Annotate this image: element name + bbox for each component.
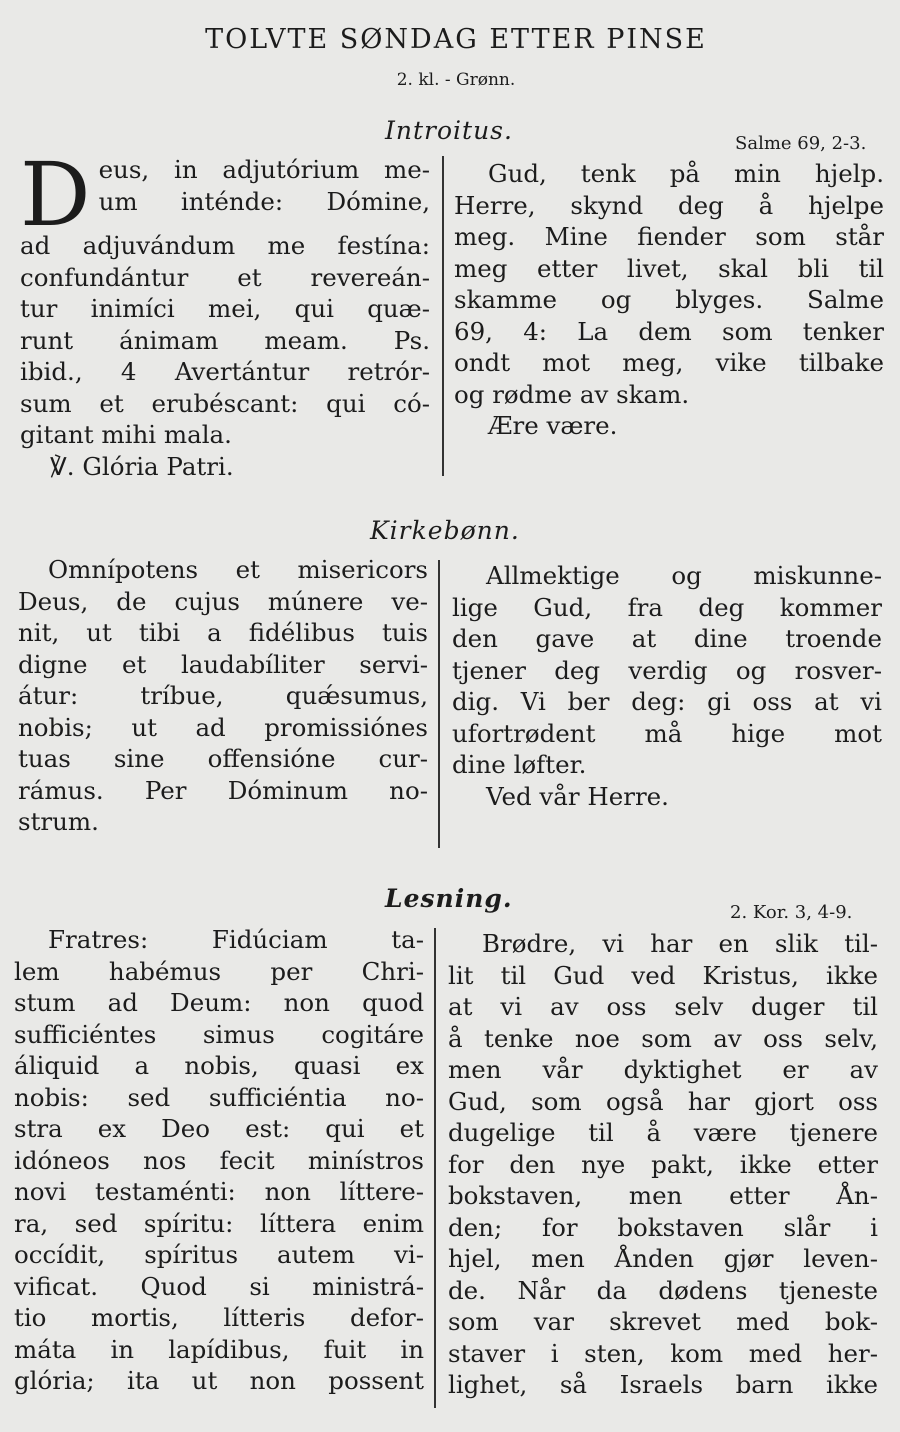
text-line: idóneos nos fecit minístros <box>14 1145 424 1175</box>
text-line: sufficiéntes simus cogitáre <box>14 1019 424 1049</box>
text-line: tuas sine offensióne cur- <box>18 744 428 773</box>
text-line: Ved vår Herre. <box>486 781 669 811</box>
text-line: Gud, tenk på min hjelp. <box>488 159 884 188</box>
text-line: occídit, spíritus autem vi- <box>14 1240 424 1269</box>
text-line: de. Når da dødens tjeneste <box>448 1275 878 1305</box>
text-line: vificat. Quod si ministrá- <box>14 1271 424 1301</box>
text-line: glória; ita ut non possent <box>14 1366 424 1395</box>
text-line: meg. Mine fiender som står <box>454 222 884 251</box>
text-line: ibid., 4 Avertántur retrór- <box>20 357 430 386</box>
text-line: sum et erubéscant: qui có- <box>20 388 430 418</box>
lesning-heading: Lesning. <box>385 884 513 913</box>
text-line: som var skrevet med bok- <box>448 1307 878 1336</box>
text-line: staver i sten, kom med her- <box>448 1338 878 1368</box>
text-line: ad adjuvándum me festína: <box>20 231 430 260</box>
text-line: um inténde: Dómine, <box>98 186 430 216</box>
text-line: runt ánimam meam. Ps. <box>20 325 430 355</box>
text-line: 69, 4: La dem som tenker <box>454 316 884 346</box>
text-line: tur inimíci mei, qui quæ- <box>20 294 430 323</box>
text-line: ra, sed spíritu: líttera enim <box>14 1208 424 1238</box>
introitus-heading: Introitus. <box>385 116 513 145</box>
text-line: lighet, så Israels barn ikke <box>448 1370 878 1399</box>
text-line: áliquid a nobis, quasi ex <box>14 1051 424 1080</box>
page-title: TOLVTE SØNDAG ETTER PINSE <box>205 24 707 55</box>
text-line: stum ad Deum: non quod <box>14 988 424 1017</box>
kirkebonn-norwegian-text <box>452 560 882 812</box>
column-divider <box>434 928 436 1408</box>
text-line: máta in lapídibus, fuit in <box>14 1334 424 1364</box>
text-line: ondt mot meg, vike tilbake <box>454 348 884 377</box>
text-line: men vår dyktighet er av <box>448 1055 878 1084</box>
introitus-reference: Salme 69, 2-3. <box>735 133 867 154</box>
text-line: confundántur et revereán- <box>20 262 430 292</box>
lesning-norwegian-text <box>448 928 878 1401</box>
lesning-reference: 2. Kor. 3, 4-9. <box>730 902 853 923</box>
text-line: meg etter livet, skal bli til <box>454 253 884 283</box>
text-line: å tenke noe som av oss selv, <box>448 1023 878 1053</box>
text-line: Ære være. <box>488 411 618 440</box>
text-line: Herre, skynd deg å hjelpe <box>454 190 884 220</box>
drop-cap: D <box>20 143 91 246</box>
text-line: lem habémus per Chri- <box>14 956 424 986</box>
text-line: Deus, de cujus múnere ve- <box>18 586 428 616</box>
text-line: Gud, som også har gjort oss <box>448 1086 878 1116</box>
text-line: lige Gud, fra deg kommer <box>452 592 882 622</box>
text-line: lit til Gud ved Kristus, ikke <box>448 960 878 990</box>
text-line: den; for bokstaven slår i <box>448 1212 878 1242</box>
text-line: átur: tríbue, quǽsumus, <box>18 681 428 710</box>
column-divider <box>442 156 444 476</box>
text-line: eus, in adjutórium me- <box>98 155 430 184</box>
text-line: digne et laudabíliter servi- <box>18 649 428 679</box>
text-line: gitant mihi mala. <box>20 420 232 449</box>
text-line: tio mortis, lítteris defor- <box>14 1303 424 1332</box>
text-line: dig. Vi ber deg: gi oss at vi <box>452 687 882 716</box>
text-line: nobis; ut ad promissiónes <box>18 712 428 742</box>
text-line: at vi av oss selv duger til <box>448 992 878 1021</box>
text-line: Brødre, vi har en slik til- <box>482 929 878 958</box>
introitus-norwegian-text <box>454 158 884 442</box>
text-line: novi testaménti: non líttere- <box>14 1177 424 1206</box>
text-line: dugelige til å være tjenere <box>448 1118 878 1147</box>
text-line: stra ex Deo est: qui et <box>14 1114 424 1143</box>
text-line: Fratres: Fidúciam ta- <box>48 925 424 954</box>
text-line: nit, ut tibi a fidélibus tuis <box>18 618 428 647</box>
introitus-latin-text <box>20 143 430 482</box>
text-line: nobis: sed sufficiéntia no- <box>14 1082 424 1112</box>
text-line: strum. <box>18 807 99 836</box>
lesning-latin-text <box>14 924 424 1397</box>
page-subtitle: 2. kl. - Grønn. <box>396 70 516 90</box>
text-line: skamme og blyges. Salme <box>454 285 884 314</box>
text-line: ℣. Glória Patri. <box>50 451 234 481</box>
text-line: Omnípotens et misericors <box>48 555 428 584</box>
text-line: bokstaven, men etter Ån- <box>448 1181 878 1210</box>
text-line: dine løfter. <box>452 750 587 779</box>
text-line: hjel, men Ånden gjør leven- <box>448 1244 878 1273</box>
text-line: for den nye pakt, ikke etter <box>448 1149 878 1179</box>
text-line: Allmektige og miskunne- <box>486 561 882 590</box>
kirkebonn-heading: Kirkebønn. <box>370 516 520 545</box>
text-line: og rødme av skam. <box>454 379 690 409</box>
text-line: ufortrødent må hige mot <box>452 718 882 748</box>
text-line: den gave at dine troende <box>452 624 882 653</box>
text-line: tjener deg verdig og rosver- <box>452 655 882 685</box>
text-line: rámus. Per Dóminum no- <box>18 775 428 805</box>
column-divider <box>438 560 440 848</box>
kirkebonn-latin-text <box>18 554 428 838</box>
